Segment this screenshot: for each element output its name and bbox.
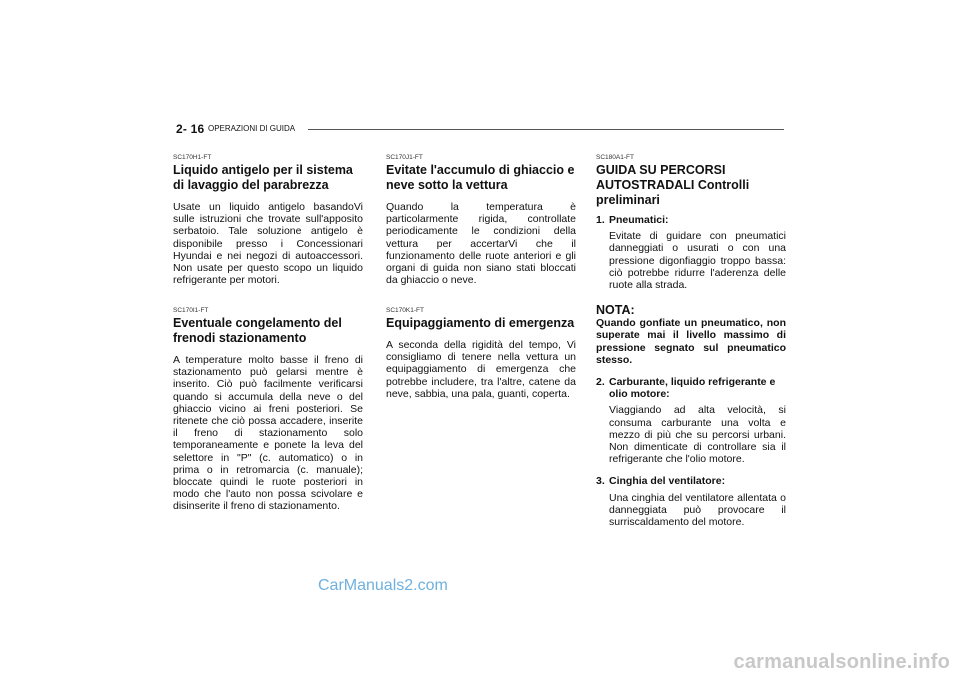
section-body: Quando la temperatura è particolarmente rigida, controllate periodicamente le condizioni della vettura per accertarVi che il funzionamento delle ruote anteriori e gli organi di guida non siano stati bloccati da ghiaccio o neve. xyxy=(386,201,576,287)
item-heading xyxy=(596,475,786,487)
item-heading-text: Pneumatici: xyxy=(609,214,669,226)
section-name: OPERAZIONI DI GUIDA xyxy=(208,124,296,133)
item-number: 1. xyxy=(596,214,605,226)
item-body: Una cinghia del ventilatore allentata o danneggiata può provocare il surriscaldamento del motore. xyxy=(609,491,786,529)
section-title: Equipaggiamento di emergenza xyxy=(386,316,575,330)
note-title: NOTA: xyxy=(596,303,635,318)
section-emergency-kit xyxy=(386,307,576,400)
section-highway-checks xyxy=(596,154,786,528)
section-title: Eventuale congelamento del frenodi stazionamento xyxy=(173,316,342,345)
section-code: SC170I1-FT xyxy=(173,307,209,314)
item-heading-text: Carburante, liquido refrigerante e olio motore: xyxy=(609,376,776,401)
watermark-carmanualsonline[interactable]: carmanualsonline.info xyxy=(733,651,950,673)
list-item xyxy=(596,376,786,465)
section-title: Liquido antigelo per il sistema di lavaggio del parabrezza xyxy=(173,163,353,192)
item-number: 3. xyxy=(596,475,605,488)
section-parking-brake xyxy=(173,307,363,513)
watermark-carmanuals2[interactable]: CarManuals2.com xyxy=(318,577,448,594)
list-item xyxy=(596,475,786,528)
section-code: SC170J1-FT xyxy=(386,154,423,161)
item-heading xyxy=(596,214,786,226)
header-rule xyxy=(308,129,784,130)
list-item xyxy=(596,214,786,291)
section-body: A temperature molto basse il freno di stazionamento può gelarsi mentre è inserito. Ciò può facilmente verificarsi quando si accumula della neve o del ghiaccio vicino ai freni posteriori. Se ritenete che ciò possa accadere, inserite il freno di stazionamento solo temporaneamente e ponete la leva del selettore in "P" (c. automatico) o in prima o in retromarcia (c. manuale); bloccate quindi le ruote posteriori in modo che l'auto non possa scivolare e disinserite il freno di stazionamento. xyxy=(173,354,363,513)
section-body: Usate un liquido antigelo basandoVi sulle istruzioni che trovate sull'apposito serbatoio. Tale soluzione antigelo è disponibile presso i Concessionari Hyundai e nei negozi di autoaccessori. Non usate per questo scopo un liquido refrigerante per motori. xyxy=(173,201,363,287)
page-header xyxy=(176,122,784,138)
page-number: 2- 16 xyxy=(176,122,205,136)
item-heading-text: Cinghia del ventilatore: xyxy=(609,475,726,488)
section-ice-snow xyxy=(386,154,576,286)
section-code: SC170K1-FT xyxy=(386,307,424,314)
section-title: Evitate l'accumulo di ghiaccio e neve sotto la vettura xyxy=(386,163,575,192)
item-body: Viaggiando ad alta velocità, si consuma carburante una volta e mezzo di più che su percorsi urbani. Non dimenticate di controllare sia il refrigerante che l'olio motore. xyxy=(609,404,786,466)
item-heading xyxy=(596,376,786,400)
section-body: A seconda della rigidità del tempo, Vi consigliamo di tenere nella vettura un equipaggiamento di emergenza che potrebbe includere, tra l'altre, catene da neve, sabbia, una pala, guanti, coperta. xyxy=(386,339,576,400)
section-code: SC170H1-FT xyxy=(173,154,212,161)
section-code: SC180A1-FT xyxy=(596,154,634,161)
section-title: GUIDA SU PERCORSI AUTOSTRADALI Controlli preliminari xyxy=(596,163,750,207)
item-number: 2. xyxy=(596,376,605,389)
section-antifreeze xyxy=(173,154,363,286)
note-body: Quando gonfiate un pneumatico, non superate mai il livello massimo di pressione segnato sul pneumatico stesso. xyxy=(596,317,786,366)
item-body: Evitate di guidare con pneumatici danneggiati o usurati o con una pressione digonfiaggio troppo bassa: ciò potrebbe ridurre l'aderenza delle ruote alla strada. xyxy=(609,230,786,292)
